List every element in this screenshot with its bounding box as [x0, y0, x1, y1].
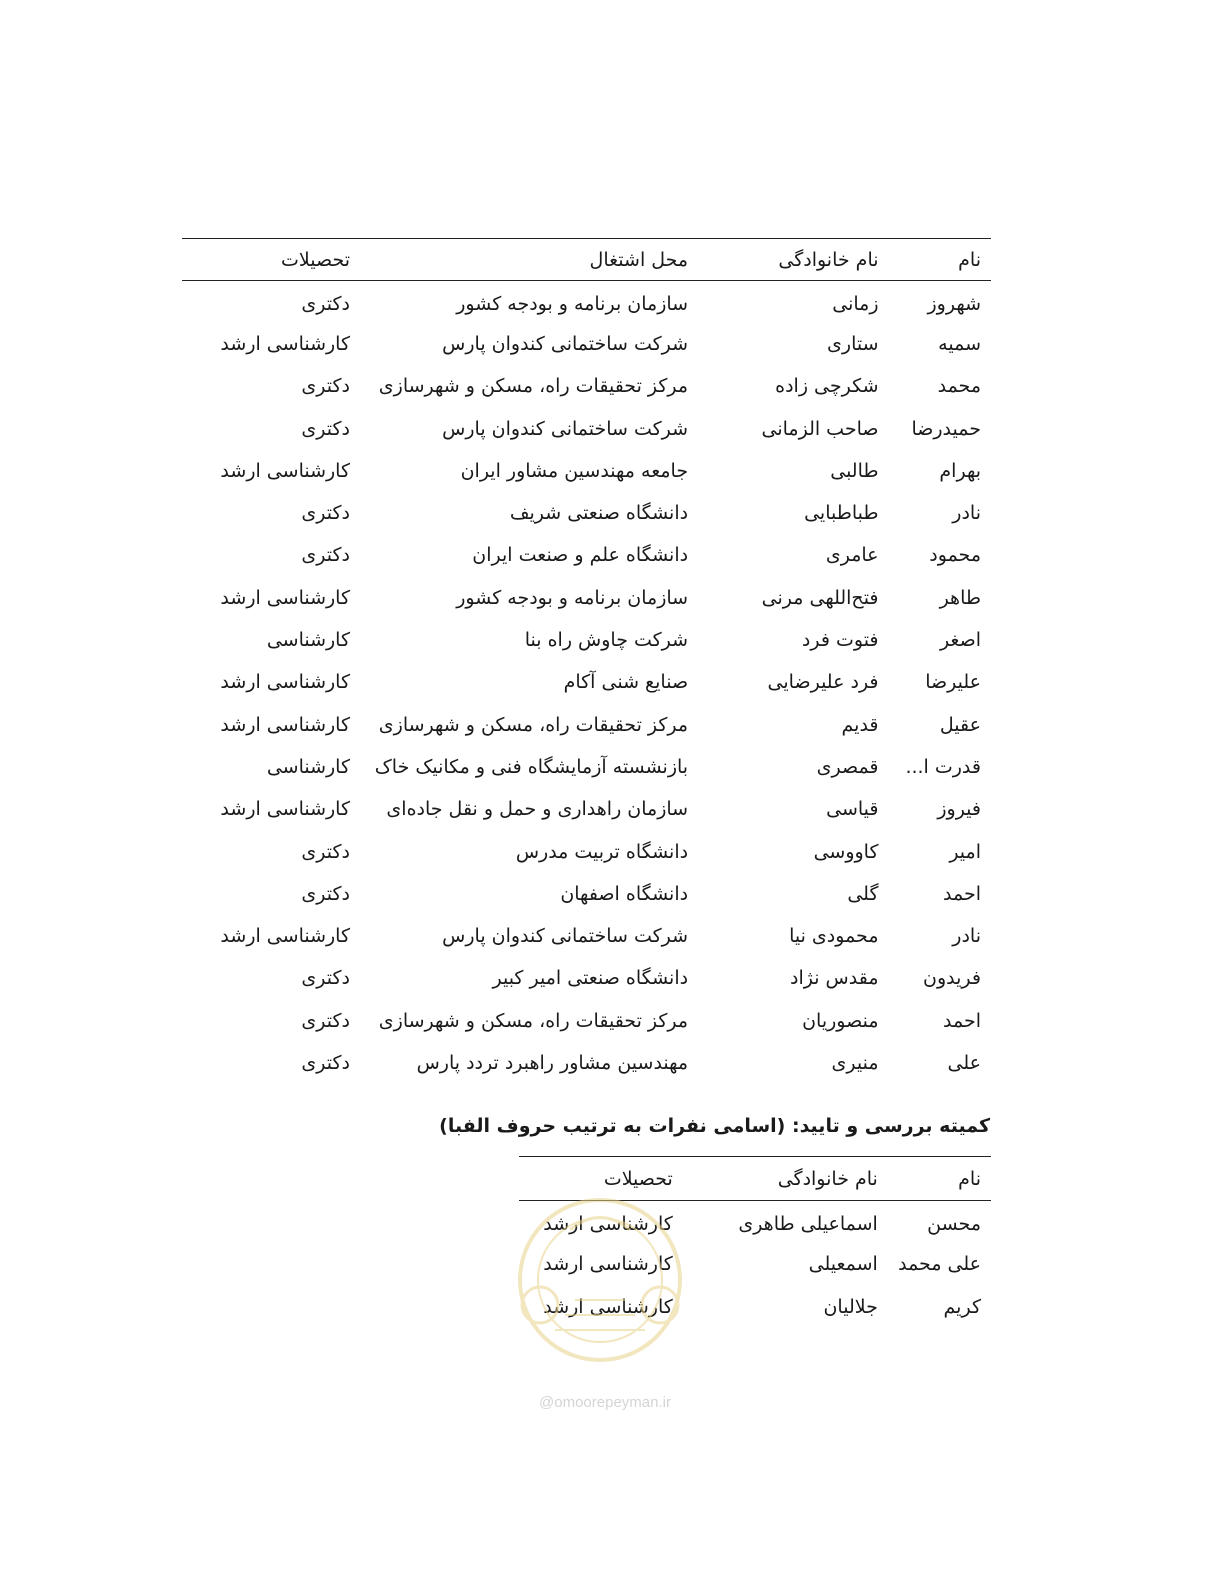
cell-last-name: قدیم [841, 713, 879, 736]
cell-last-name: منصوریان [802, 1009, 879, 1032]
cell-workplace: دانشگاه علم و صنعت ایران [472, 544, 689, 567]
header-education: تحصیلات [182, 239, 360, 281]
committee-header-first-name: نام [878, 1157, 991, 1201]
cell-first-name: نادر [952, 502, 981, 525]
table-row [182, 577, 991, 619]
cell-last-name: طباطبایی [804, 502, 879, 525]
cell-first-name: طاهر [939, 586, 981, 609]
cell-workplace: شرکت ساختمانی کندوان پارس [442, 332, 689, 355]
cell-education: کارشناسی ارشد [220, 925, 351, 948]
cell-last-name: فتح‌اللهی مرنی [761, 586, 879, 609]
stamp-arc [570, 1218, 630, 1231]
cell-last-name: گلی [847, 882, 879, 905]
cell-first-name: علیرضا [925, 671, 981, 694]
committee-cell-first-name: کریم [943, 1295, 981, 1318]
cell-workplace: سازمان برنامه و بودجه کشور [456, 586, 689, 609]
cell-first-name: فریدون [923, 967, 981, 990]
table-row [182, 830, 991, 872]
committee-heading: کمیته بررسی و تایید: (اسامی نفرات به ترتیب حروف الفبا) [439, 1115, 990, 1137]
cell-workplace: مرکز تحقیقات راه، مسکن و شهرسازی [378, 713, 689, 736]
cell-last-name: قمصری [816, 755, 879, 778]
committee-cell-last-name: اسماعیلی طاهری [738, 1213, 878, 1235]
cell-education: کارشناسی ارشد [220, 586, 351, 609]
table-row [182, 703, 991, 745]
cell-first-name: فیروز [937, 798, 981, 821]
cell-first-name: احمد [943, 1009, 981, 1032]
cell-education: دکتری [301, 1009, 351, 1032]
cell-first-name: قدرت ا... [905, 755, 981, 778]
cell-education: کارشناسی ارشد [220, 713, 351, 736]
committee-cell-first-name: علی محمد [898, 1253, 981, 1276]
cell-education: دکتری [301, 967, 351, 990]
cell-workplace: مهندسین مشاور راهبرد تردد پارس [416, 1051, 689, 1074]
cell-last-name: مقدس نژاد [790, 967, 879, 990]
cell-education: کارشناسی [266, 629, 351, 652]
cell-last-name: شکرچی زاده [775, 375, 879, 398]
cell-education: دکتری [301, 502, 351, 525]
header-last-name: نام خانوادگی [688, 239, 878, 281]
cell-workplace: جامعه مهندسین مشاور ایران [460, 459, 689, 482]
table-header-row [182, 239, 991, 281]
cell-first-name: امیر [949, 840, 981, 863]
cell-workplace: دانشگاه اصفهان [560, 882, 689, 905]
cell-last-name: کاووسی [813, 840, 879, 863]
committee-cell-first-name: محسن [927, 1213, 981, 1235]
cell-workplace: صنایع شنی آکام [563, 671, 689, 694]
table-row [182, 1042, 991, 1084]
cell-first-name: اصغر [939, 629, 981, 652]
table-row [182, 492, 991, 534]
cell-workplace: دانشگاه تربیت مدرس [515, 840, 689, 863]
committee-header-education: تحصیلات [519, 1157, 683, 1201]
cell-last-name: عامری [825, 544, 879, 567]
cell-workplace: سازمان برنامه و بودجه کشور [456, 292, 689, 315]
cell-workplace: دانشگاه صنعتی امیر کبیر [492, 967, 689, 990]
cell-education: کارشناسی [266, 755, 351, 778]
table-row [182, 619, 991, 661]
contributors-table [182, 238, 991, 1084]
table-row [182, 873, 991, 915]
cell-first-name: سمیه [938, 332, 981, 355]
committee-cell-last-name: اسمعیلی [808, 1253, 878, 1276]
cell-education: کارشناسی ارشد [220, 459, 351, 482]
table-row [182, 746, 991, 788]
table-row [182, 788, 991, 830]
cell-education: دکتری [301, 882, 351, 905]
stamp-outer-ring [520, 1200, 680, 1360]
cell-workplace: دانشگاه صنعتی شریف [509, 502, 689, 525]
table-row [182, 1000, 991, 1042]
cell-workplace: شرکت چاوش راه بنا [524, 629, 689, 652]
table-row [182, 323, 991, 365]
cell-education: کارشناسی ارشد [220, 798, 351, 821]
committee-header-last-name: نام خانوادگی [683, 1157, 878, 1201]
cell-education: دکتری [301, 544, 351, 567]
cell-last-name: زمانی [832, 292, 879, 315]
cell-last-name: منیری [831, 1051, 879, 1074]
header-first-name: نام [879, 239, 991, 281]
cell-workplace: مرکز تحقیقات راه، مسکن و شهرسازی [378, 1009, 689, 1032]
table-row [182, 407, 991, 449]
table-row [182, 915, 991, 957]
table-row [182, 957, 991, 999]
cell-education: دکتری [301, 417, 351, 440]
table-row [182, 365, 991, 407]
table-row [182, 661, 991, 703]
table-row [182, 450, 991, 492]
cell-workplace: سازمان راهداری و حمل و نقل جاده‌ای [386, 798, 689, 821]
contributors-table-body [182, 281, 991, 1085]
cell-education: کارشناسی ارشد [220, 671, 351, 694]
committee-cell-education: کارشناسی ارشد [543, 1253, 673, 1276]
table-row [182, 281, 991, 323]
stamp-grid-lines [555, 1300, 645, 1330]
cell-workplace: شرکت ساختمانی کندوان پارس [442, 417, 689, 440]
cell-workplace: مرکز تحقیقات راه، مسکن و شهرسازی [378, 375, 689, 398]
committee-cell-education: کارشناسی ارشد [543, 1295, 673, 1318]
watermark-site-text: @omoorepeyman.ir [539, 1394, 671, 1411]
cell-last-name: فتوت فرد [801, 629, 879, 652]
cell-first-name: حمیدرضا [911, 417, 981, 440]
watermark-stamp-icon [500, 1190, 700, 1370]
cell-first-name: احمد [943, 882, 981, 905]
cell-education: دکتری [301, 292, 351, 315]
cell-education: دکتری [301, 375, 351, 398]
cell-first-name: بهرام [939, 459, 981, 482]
cell-workplace: شرکت ساختمانی کندوان پارس [442, 925, 689, 948]
cell-first-name: محمد [937, 375, 981, 398]
cell-last-name: طالبی [830, 459, 879, 482]
cell-last-name: قیاسی [826, 798, 879, 821]
cell-education: کارشناسی ارشد [220, 332, 351, 355]
cell-education: دکتری [301, 1051, 351, 1074]
cell-first-name: نادر [952, 925, 981, 948]
cell-education: دکتری [301, 840, 351, 863]
committee-cell-last-name: جلالیان [823, 1295, 878, 1318]
cell-last-name: محمودی نیا [789, 925, 879, 948]
cell-last-name: صاحب الزمانی [761, 417, 879, 440]
stamp-inner-ring [538, 1218, 662, 1342]
cell-first-name: عقیل [939, 713, 981, 736]
cell-first-name: محمود [929, 544, 981, 567]
cell-last-name: ستاری [827, 332, 879, 355]
cell-first-name: شهروز [927, 292, 981, 315]
table-row [182, 534, 991, 576]
cell-workplace: بازنشسته آزمایشگاه فنی و مکانیک خاک [374, 755, 689, 778]
cell-last-name: فرد علیرضایی [767, 671, 879, 694]
committee-cell-education: کارشناسی ارشد [543, 1213, 673, 1235]
header-workplace: محل اشتغال [360, 239, 688, 281]
cell-first-name: علی [947, 1051, 981, 1074]
